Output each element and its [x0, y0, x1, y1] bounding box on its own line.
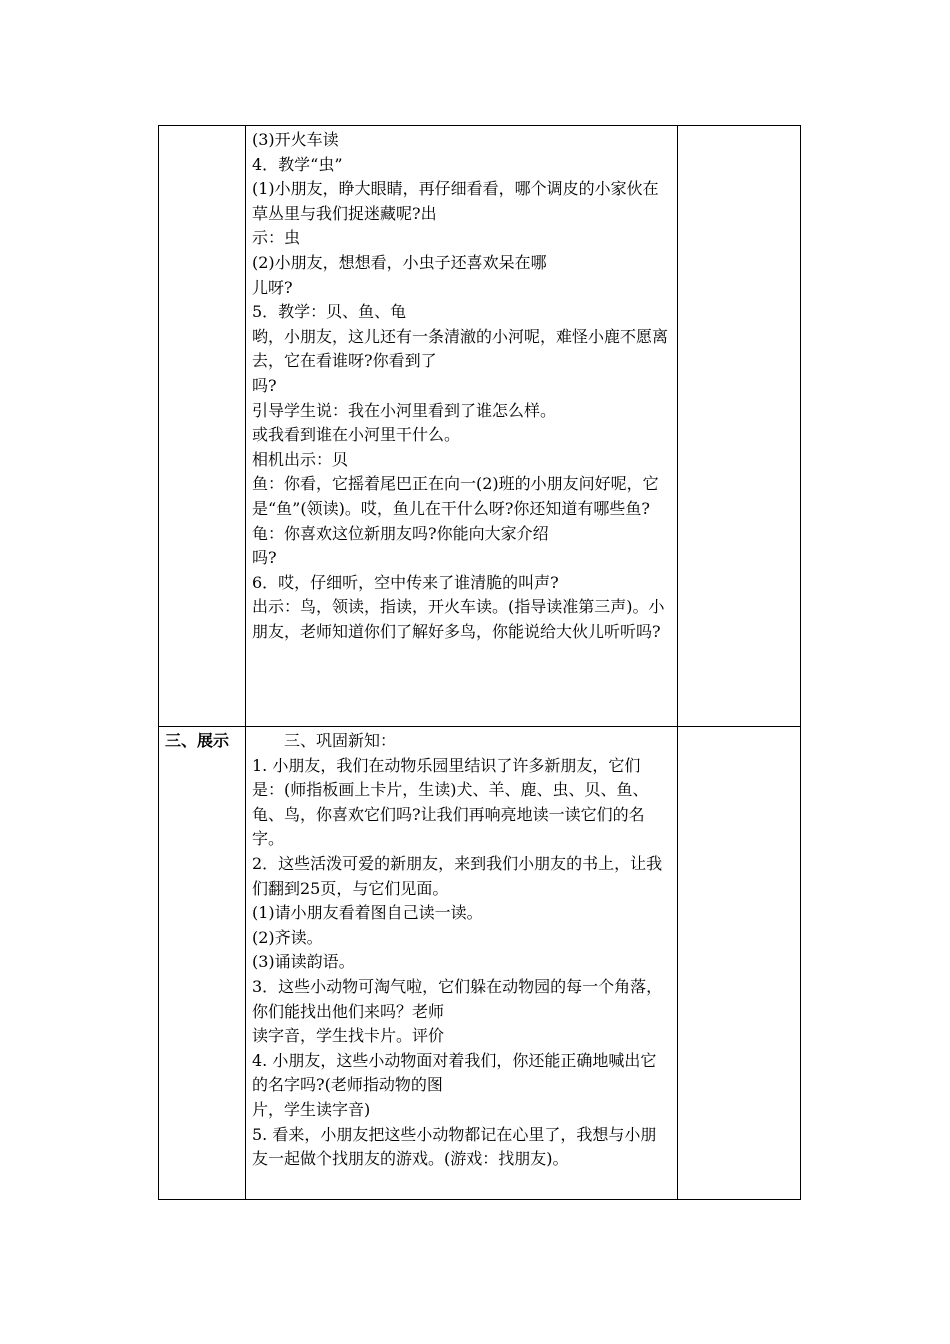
text-line: (3)开火车读 — [252, 130, 339, 149]
notes-cell — [678, 727, 801, 1200]
text-line: 吗? — [252, 375, 277, 395]
content-cell — [246, 126, 678, 727]
text-line: 字。 — [252, 829, 285, 849]
text-line: 或我看到谁在小河里干什么。 — [252, 425, 461, 445]
text-line: 片，学生读字音) — [252, 1099, 371, 1119]
text-line: 引导学生说：我在小河里看到了谁怎么样。 — [252, 400, 557, 420]
text-line: 出示：鸟，领读，指读，开火车读。(指导读准第三声)。小朋友，老师知道你们了解好多鸟，你能说给大伙儿听听吗? — [252, 597, 665, 641]
text-line: (2)齐读。 — [252, 927, 323, 947]
text-line: 鱼：你看，它摇着尾巴正在向一(2)班的小朋友问好呢，它是“鱼”(领读)。哎，鱼儿在干什么呀?你还知道有哪些鱼? — [252, 474, 659, 518]
text-line: (2)小朋友，想想看，小虫子还喜欢呆在哪 — [252, 252, 547, 272]
text-line: 相机出示：贝 — [252, 449, 349, 469]
lesson-plan-table — [158, 125, 801, 1200]
content-cell — [246, 727, 678, 1200]
stage-cell — [159, 126, 246, 727]
text-line: (1)请小朋友看着图自己读一读。 — [252, 903, 483, 923]
section-heading: 三、巩固新知： — [284, 731, 397, 750]
text-line: 4. 小朋友，这些小动物面对着我们，你还能正确地喊出它的名字吗?(老师指动物的图 — [252, 1050, 657, 1095]
text-line: 4．教学“虫” — [252, 154, 343, 174]
table-row — [159, 727, 801, 1200]
text-line: (3)诵读韵语。 — [252, 952, 355, 972]
text-line: 3．这些小动物可淘气啦，它们躲在动物园的每一个角落，你们能找出他们来吗？老师 — [252, 976, 663, 1021]
text-line: 6．哎，仔细听，空中传来了谁清脆的叫声? — [252, 572, 559, 592]
stage-cell: 三、展示 — [159, 727, 246, 1200]
text-line: 1. 小朋友，我们在动物乐园里结识了许多新朋友，它们是：(师指板画上卡片，生读)犬、羊、鹿、虫、贝、鱼、龟、鸟，你喜欢它们吗?让我们再响亮地读一读它们的名 — [252, 755, 649, 824]
text-line: 儿呀? — [252, 277, 293, 297]
text-line: 读字音，学生找卡片。评价 — [252, 1026, 445, 1046]
text-line: 吗? — [252, 548, 277, 568]
text-line: 示：虫 — [252, 228, 301, 248]
text-line: 5．教学：贝、鱼、龟 — [252, 302, 407, 322]
text-line: 5. 看来，小朋友把这些小动物都记在心里了，我想与小朋友一起做个找朋友的游戏。(游戏：找朋友)。 — [252, 1124, 657, 1169]
text-line: (1)小朋友，睁大眼睛，再仔细看看，哪个调皮的小家伙在草丛里与我们捉迷藏呢?出 — [252, 179, 659, 223]
text-line: 龟：你喜欢这位新朋友吗?你能向大家介绍 — [252, 523, 549, 543]
notes-cell — [678, 126, 801, 727]
text-line: 2．这些活泼可爱的新朋友，来到我们小朋友的书上，让我们翻到25页，与它们见面。 — [252, 853, 663, 898]
table-row — [159, 126, 801, 727]
text-line: 哟，小朋友，这儿还有一条清澈的小河呢，难怪小鹿不愿离去，它在看谁呀?你看到了 — [252, 326, 669, 371]
